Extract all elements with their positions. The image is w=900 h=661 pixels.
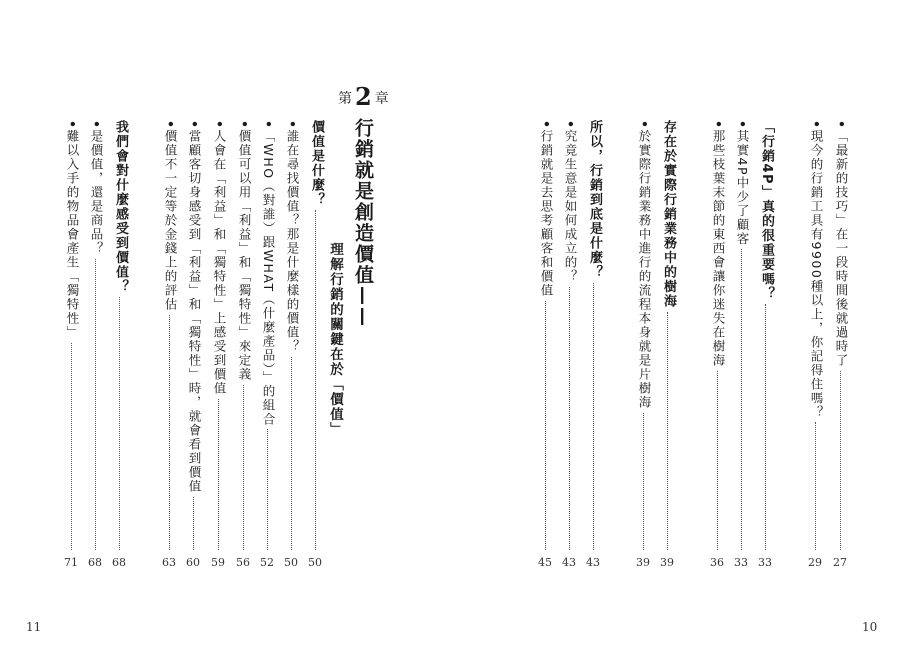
bullet-icon: • (637, 120, 652, 130)
toc-right-entry-title: 「最新的技巧」在一段時間後就過時了 (834, 129, 849, 368)
chapter-label-prefix: 第 (338, 91, 352, 107)
toc-left-entry-page-number: 63 (162, 556, 176, 569)
toc-right-entry-text-wrap (636, 120, 652, 410)
toc-left-entry-text-wrap (236, 120, 252, 382)
chapter-subtitle: 理解行銷的關鍵在於「價值」 (327, 242, 343, 437)
chapter-number: 2 (355, 82, 372, 111)
toc-left-entry-title: 誰在尋找價值？那是什麼樣的價值？ (285, 129, 300, 354)
toc-left-entry-page-number: 60 (186, 556, 200, 569)
toc-left-entry (236, 120, 252, 568)
toc-left-entry (112, 120, 128, 568)
dot-leader (815, 422, 816, 550)
dot-leader (717, 371, 718, 551)
toc-right-entry-page-number: 43 (562, 556, 576, 569)
toc-left-entry-text-wrap (88, 120, 104, 256)
bullet-icon: • (285, 120, 300, 130)
toc-left-entry (211, 120, 227, 568)
dot-leader (593, 283, 594, 551)
dot-leader (545, 301, 546, 551)
toc-left-entry-page-number: 50 (308, 556, 322, 569)
dot-leader (119, 297, 120, 550)
dot-leader (169, 315, 170, 551)
toc-left-entry-page-number: 68 (112, 556, 126, 569)
toc-left-entry-title: 價值是什麼？ (309, 120, 324, 207)
toc-left-entry-page-number: 56 (236, 556, 250, 569)
toc-right-entry-page-number: 45 (538, 556, 552, 569)
bullet-icon: • (735, 120, 750, 130)
toc-left-entry (162, 120, 178, 568)
chapter-label (338, 82, 389, 111)
toc-right-entry (808, 120, 824, 568)
dot-leader (643, 413, 644, 551)
toc-left-entry-page-number: 50 (284, 556, 298, 569)
toc-left-entry-title: 人會在「利益」和「獨特性」上感受到價值 (212, 129, 227, 396)
toc-left-entry (88, 120, 104, 568)
toc-left-entry (186, 120, 202, 568)
toc-right-entry-title: 那些枝葉末節的東西會讓你迷失在樹海 (711, 129, 726, 368)
toc-left-entry-title: 難以入手的物品會產生「獨特性」 (65, 129, 80, 340)
bullet-icon: • (65, 120, 80, 130)
toc-right-entry (734, 120, 750, 568)
toc-right-entry-page-number: 39 (660, 556, 674, 569)
toc-right-entry-page-number: 39 (636, 556, 650, 569)
dot-leader (193, 497, 194, 551)
toc-right-entry-title: 現今的行銷工具有9900種以上，你記得住嗎？ (809, 129, 824, 420)
toc-right-entry-text-wrap (808, 120, 824, 419)
dot-leader (315, 210, 316, 550)
toc-left-entry (260, 120, 276, 568)
toc-left-entry-title: 價值不一定等於金錢上的評估 (163, 129, 178, 312)
toc-left-entry (64, 120, 80, 568)
toc-left-entry-page-number: 59 (211, 556, 225, 569)
toc-left-entry-title: 「WHO（對誰）跟WHAT（什麼產品）」的組合 (261, 129, 276, 427)
dot-leader (71, 343, 72, 551)
toc-right-entry (562, 120, 578, 568)
toc-right-entry (710, 120, 726, 568)
toc-left-entry-page-number: 71 (64, 556, 78, 569)
toc-left-entry-text-wrap (260, 120, 276, 426)
dot-leader (218, 399, 219, 551)
bullet-icon: • (711, 120, 726, 130)
bullet-icon: • (809, 120, 824, 130)
toc-left-entry-title: 是價值，還是商品？ (89, 129, 104, 256)
dot-leader (840, 371, 841, 551)
chapter-label-suffix: 章 (374, 91, 389, 107)
bullet-icon: • (212, 120, 227, 130)
toc-left-entry-text-wrap (211, 120, 227, 396)
toc-left-entry-text-wrap (284, 120, 300, 354)
toc-right-entry-page-number: 33 (734, 556, 748, 569)
toc-right-entry-title: 行銷就是去思考顧客和價值 (539, 129, 554, 298)
toc-left-entry-text-wrap (308, 120, 324, 207)
toc-right-entry-title: 所以，行銷到底是什麼？ (587, 120, 602, 280)
dot-leader (243, 385, 244, 551)
toc-right-entry-page-number: 36 (710, 556, 724, 569)
bullet-icon: • (89, 120, 104, 130)
toc-left-entry-page-number: 52 (260, 556, 274, 569)
toc-left-entry (284, 120, 300, 568)
dot-leader (741, 249, 742, 550)
toc-right-entry-title: 究竟生意是如何成立的？ (563, 129, 578, 284)
toc-left-entry-page-number: 68 (88, 556, 102, 569)
bullet-icon: • (237, 120, 252, 130)
folio-left: 11 (26, 620, 42, 634)
dot-leader (667, 312, 668, 551)
toc-right-entry-text-wrap (538, 120, 554, 298)
toc-right-entry-text-wrap (758, 120, 774, 301)
bullet-icon: • (834, 120, 849, 130)
chapter-title: 行銷就是創造價值—— (352, 118, 374, 328)
bullet-icon: • (187, 120, 202, 130)
toc-right-entry-title: 「行銷4P」真的很重要嗎？ (759, 120, 774, 302)
toc-left-entry-text-wrap (112, 120, 128, 294)
bullet-icon: • (261, 120, 276, 130)
toc-right-entry-text-wrap (710, 120, 726, 368)
bullet-icon: • (563, 120, 578, 130)
toc-left-entry-title: 價值可以用「利益」和「獨特性」來定義 (237, 129, 252, 382)
toc-left-entry-text-wrap (162, 120, 178, 312)
toc-left-entry (308, 120, 324, 568)
toc-right-entry-title: 於實際行銷業務中進行的流程本身就是片樹海 (637, 129, 652, 410)
toc-right-entry-page-number: 29 (808, 556, 822, 569)
toc-right-entry (660, 120, 676, 568)
toc-right-entry-text-wrap (734, 120, 750, 246)
bullet-icon: • (163, 120, 178, 130)
toc-left-entry-title: 我們會對什麼感受到價值？ (113, 120, 128, 294)
toc-right-entry-title: 存在於實際行銷業務中的樹海 (661, 120, 676, 309)
dot-leader (95, 259, 96, 551)
toc-left-entry-text-wrap (64, 120, 80, 340)
dot-leader (267, 429, 268, 550)
toc-right-entry-text-wrap (833, 120, 849, 368)
toc-left-entry-text-wrap (186, 120, 202, 494)
toc-right-entry-title: 其實4P中少了顧客 (735, 129, 750, 246)
toc-right-entry (586, 120, 602, 568)
toc-right-entry-page-number: 43 (586, 556, 600, 569)
toc-right-entry (833, 120, 849, 568)
toc-right-entry-text-wrap (562, 120, 578, 284)
toc-right-entry-page-number: 27 (833, 556, 847, 569)
dot-leader (569, 287, 570, 551)
toc-right-entry-text-wrap (660, 120, 676, 309)
toc-right-entry (636, 120, 652, 568)
toc-right-entry-page-number: 33 (758, 556, 772, 569)
toc-right-entry (538, 120, 554, 568)
dot-leader (291, 357, 292, 551)
folio-right: 10 (862, 620, 878, 634)
bullet-icon: • (539, 120, 554, 130)
toc-right-entry (758, 120, 774, 568)
toc-right-entry-text-wrap (586, 120, 602, 280)
toc-left-entry-title: 當顧客切身感受到「利益」和「獨特性」時，就會看到價值 (187, 129, 202, 494)
dot-leader (765, 304, 766, 550)
